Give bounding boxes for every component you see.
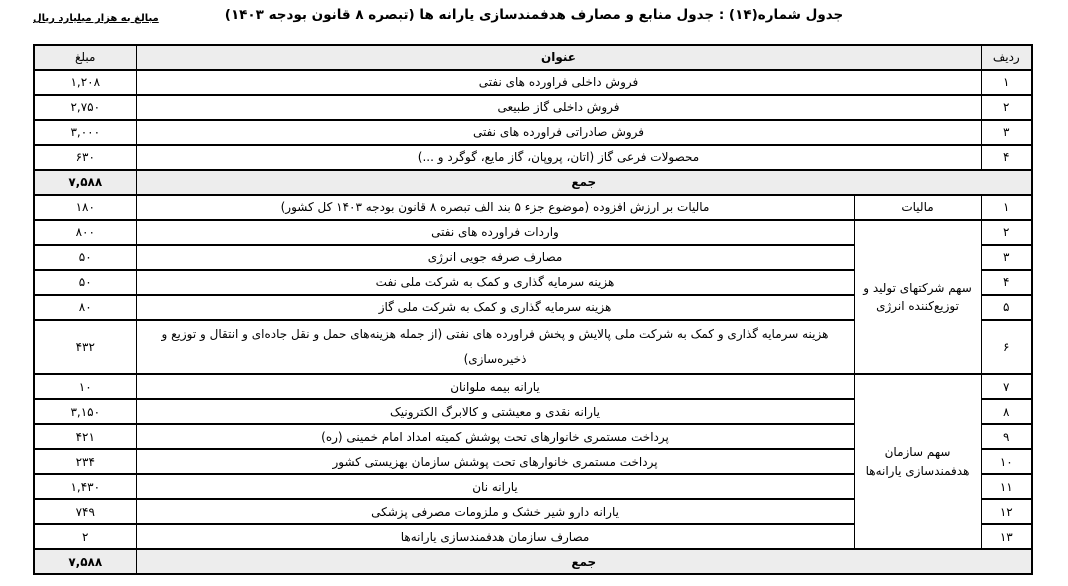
row-no-cell: ۲ — [981, 95, 1032, 120]
row-no-cell: ۱۲ — [981, 499, 1032, 524]
title-cell: یارانه دارو شیر خشک و ملزومات مصرفی پزشکی — [136, 499, 854, 524]
title-cell: هزینه سرمایه گذاری و کمک به شرکت ملی نفت — [136, 270, 854, 295]
row-no-cell: ۱ — [981, 70, 1032, 95]
row-no-cell: ۴ — [981, 270, 1032, 295]
subsidy-sources-uses-table — [33, 44, 1033, 575]
row-no-cell: ۷ — [981, 374, 1032, 399]
row-no-cell: ۶ — [981, 320, 1032, 374]
title-cell: فروش صادراتی فراورده های نفتی — [136, 120, 981, 145]
amount-cell: ۱,۴۳۰ — [34, 474, 136, 499]
title-cell: مالیات بر ارزش افزوده (موضوع جزء ۵ بند الف تبصره ۸ قانون بودجه ۱۴۰۳ کل کشور) — [136, 195, 854, 220]
table-row — [34, 70, 1032, 95]
title-cell: پرداخت مستمری خانوارهای تحت پوشش کمیته امداد امام خمینی (ره) — [136, 424, 854, 449]
table-row — [34, 195, 1032, 220]
units-note: مبالغ به هزار میلیارد ریال — [33, 13, 159, 24]
page-title: جدول شماره(۱۴) : جدول منابع و مصارف هدفمندسازی یارانه ها (تبصره ۸ قانون بودجه ۱۴۰۳) — [224, 7, 844, 23]
row-no-cell: ۹ — [981, 424, 1032, 449]
row-no-cell: ۴ — [981, 145, 1032, 170]
category-cell-energy-companies: سهم شرکتهای تولید و توزیع‌کننده انرژی — [854, 220, 981, 374]
table-row — [34, 95, 1032, 120]
amount-cell: ۴۳۲ — [34, 320, 136, 374]
amount-cell: ۴۲۱ — [34, 424, 136, 449]
title-cell: یارانه نان — [136, 474, 854, 499]
amount-cell: ۲,۷۵۰ — [34, 95, 136, 120]
amount-cell: ۶۳۰ — [34, 145, 136, 170]
row-no-cell: ۱۳ — [981, 524, 1032, 549]
title-cell: واردات فراورده های نفتی — [136, 220, 854, 245]
table-row — [34, 145, 1032, 170]
title-cell: هزینه سرمایه گذاری و کمک به شرکت ملی پالایش و پخش فراورده های نفتی (از جمله هزینه‌های حمل و نقل جاده‌ای و انتقال و توزیع و ذخیره‌سازی) — [136, 320, 854, 374]
title-cell: یارانه بیمه ملوانان — [136, 374, 854, 399]
row-no-cell: ۳ — [981, 245, 1032, 270]
resources-sum-row — [34, 170, 1032, 195]
sum-label-cell: جمع — [136, 549, 1032, 574]
title-cell: فروش داخلی فراورده های نفتی — [136, 70, 981, 95]
category-cell-targeting-org: سهم سازمان هدفمندسازی یارانه‌ها — [854, 374, 981, 549]
row-no-cell: ۱۱ — [981, 474, 1032, 499]
amount-cell: ۷۴۹ — [34, 499, 136, 524]
amount-cell: ۲ — [34, 524, 136, 549]
amount-cell: ۱۸۰ — [34, 195, 136, 220]
sum-amount-cell: ۷,۵۸۸ — [34, 170, 136, 195]
header-amount: مبلغ — [34, 45, 136, 70]
amount-cell: ۵۰ — [34, 245, 136, 270]
title-cell: محصولات فرعی گاز (اتان، پروپان، گاز مایع، گوگرد و ...) — [136, 145, 981, 170]
row-no-cell: ۳ — [981, 120, 1032, 145]
amount-cell: ۱,۲۰۸ — [34, 70, 136, 95]
row-no-cell: ۲ — [981, 220, 1032, 245]
sum-label-cell: جمع — [136, 170, 1032, 195]
title-cell: مصارف صرفه جویی انرژی — [136, 245, 854, 270]
row-no-cell: ۵ — [981, 295, 1032, 320]
amount-cell: ۸۰ — [34, 295, 136, 320]
row-no-cell: ۱ — [981, 195, 1032, 220]
amount-cell: ۵۰ — [34, 270, 136, 295]
expenditures-sum-row — [34, 549, 1032, 574]
title-cell: یارانه نقدی و معیشتی و کالابرگ الکترونیک — [136, 399, 854, 424]
row-no-cell: ۱۰ — [981, 449, 1032, 474]
amount-cell: ۲۳۴ — [34, 449, 136, 474]
row-no-cell: ۸ — [981, 399, 1032, 424]
table-header-row — [34, 45, 1032, 70]
title-cell: پرداخت مستمری خانوارهای تحت پوشش سازمان بهزیستی کشور — [136, 449, 854, 474]
header-title: عنوان — [136, 45, 981, 70]
amount-cell: ۳,۱۵۰ — [34, 399, 136, 424]
amount-cell: ۱۰ — [34, 374, 136, 399]
sum-amount-cell: ۷,۵۸۸ — [34, 549, 136, 574]
title-cell: فروش داخلی گاز طبیعی — [136, 95, 981, 120]
table-row — [34, 120, 1032, 145]
category-cell-tax: مالیات — [854, 195, 981, 220]
table-row — [34, 220, 1032, 245]
amount-cell: ۳,۰۰۰ — [34, 120, 136, 145]
title-cell: مصارف سازمان هدفمندسازی یارانه‌ها — [136, 524, 854, 549]
table-row — [34, 374, 1032, 399]
header-row-no: ردیف — [981, 45, 1032, 70]
title-cell: هزینه سرمایه گذاری و کمک به شرکت ملی گاز — [136, 295, 854, 320]
amount-cell: ۸۰۰ — [34, 220, 136, 245]
